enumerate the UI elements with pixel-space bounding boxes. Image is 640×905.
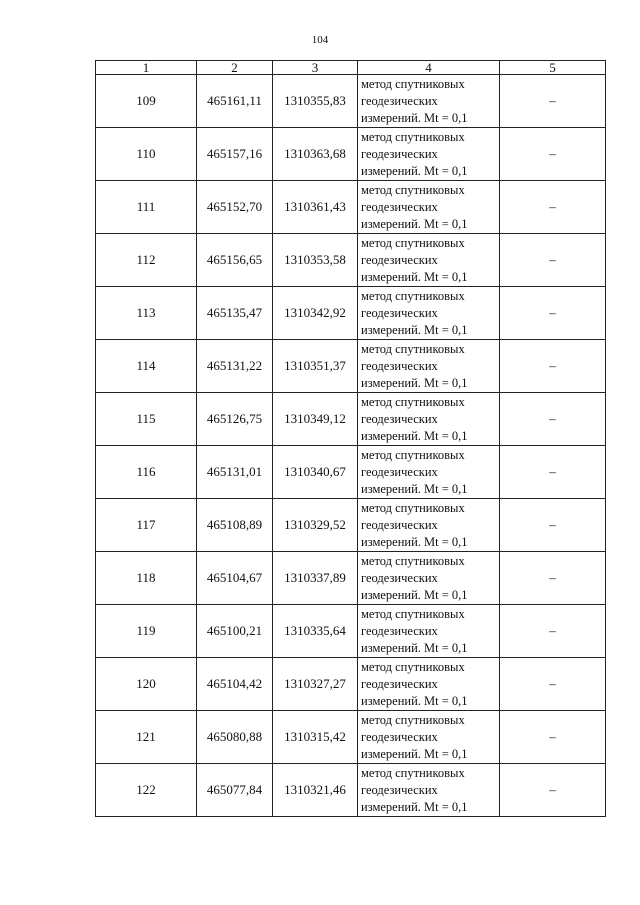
method-cell bbox=[358, 287, 500, 340]
table-row bbox=[96, 658, 606, 711]
note-cell: – bbox=[500, 658, 606, 711]
x-coordinate-cell: 465135,47 bbox=[197, 287, 273, 340]
method-line: геодезических bbox=[361, 623, 438, 638]
x-coordinate-cell: 465161,11 bbox=[197, 75, 273, 128]
method-cell bbox=[358, 446, 500, 499]
x-coordinate-cell: 465104,42 bbox=[197, 658, 273, 711]
method-line: измерений. Mt = 0,1 bbox=[361, 640, 468, 655]
table-row bbox=[96, 446, 606, 499]
y-coordinate-cell: 1310329,52 bbox=[273, 499, 358, 552]
y-coordinate-cell: 1310351,37 bbox=[273, 340, 358, 393]
method-line: метод спутниковых bbox=[361, 288, 465, 303]
y-coordinate-cell: 1310335,64 bbox=[273, 605, 358, 658]
y-coordinate-cell: 1310321,46 bbox=[273, 764, 358, 817]
x-coordinate-cell: 465131,22 bbox=[197, 340, 273, 393]
header-row bbox=[96, 61, 606, 75]
method-line: измерений. Mt = 0,1 bbox=[361, 269, 468, 284]
method-cell bbox=[358, 605, 500, 658]
note-cell: – bbox=[500, 75, 606, 128]
method-line: геодезических bbox=[361, 93, 438, 108]
note-cell: – bbox=[500, 181, 606, 234]
method-line: геодезических bbox=[361, 676, 438, 691]
note-cell: – bbox=[500, 711, 606, 764]
point-number-cell: 114 bbox=[96, 340, 197, 393]
method-line: измерений. Mt = 0,1 bbox=[361, 216, 468, 231]
method-line: геодезических bbox=[361, 199, 438, 214]
y-coordinate-cell: 1310363,68 bbox=[273, 128, 358, 181]
point-number-cell: 119 bbox=[96, 605, 197, 658]
method-line: метод спутниковых bbox=[361, 129, 465, 144]
column-header-3: 3 bbox=[273, 61, 358, 75]
table-row bbox=[96, 75, 606, 128]
method-line: измерений. Mt = 0,1 bbox=[361, 693, 468, 708]
method-line: метод спутниковых bbox=[361, 500, 465, 515]
method-cell bbox=[358, 499, 500, 552]
x-coordinate-cell: 465080,88 bbox=[197, 711, 273, 764]
x-coordinate-cell: 465156,65 bbox=[197, 234, 273, 287]
table-row bbox=[96, 605, 606, 658]
y-coordinate-cell: 1310337,89 bbox=[273, 552, 358, 605]
method-line: метод спутниковых bbox=[361, 765, 465, 780]
y-coordinate-cell: 1310327,27 bbox=[273, 658, 358, 711]
note-cell: – bbox=[500, 605, 606, 658]
table-body bbox=[96, 75, 606, 817]
method-line: геодезических bbox=[361, 782, 438, 797]
table-row bbox=[96, 764, 606, 817]
method-cell bbox=[358, 128, 500, 181]
method-cell bbox=[358, 340, 500, 393]
method-line: геодезических bbox=[361, 517, 438, 532]
table-header bbox=[96, 61, 606, 75]
table-row bbox=[96, 711, 606, 764]
page-number: 104 bbox=[311, 34, 329, 46]
point-number-cell: 118 bbox=[96, 552, 197, 605]
column-header-5: 5 bbox=[500, 61, 606, 75]
x-coordinate-cell: 465100,21 bbox=[197, 605, 273, 658]
note-cell: – bbox=[500, 287, 606, 340]
method-line: геодезических bbox=[361, 570, 438, 585]
table-row bbox=[96, 234, 606, 287]
method-line: измерений. Mt = 0,1 bbox=[361, 375, 468, 390]
table-row bbox=[96, 287, 606, 340]
method-cell bbox=[358, 552, 500, 605]
method-cell bbox=[358, 75, 500, 128]
x-coordinate-cell: 465104,67 bbox=[197, 552, 273, 605]
point-number-cell: 120 bbox=[96, 658, 197, 711]
method-line: метод спутниковых bbox=[361, 659, 465, 674]
method-cell bbox=[358, 658, 500, 711]
note-cell: – bbox=[500, 340, 606, 393]
method-line: геодезических bbox=[361, 411, 438, 426]
point-number-cell: 110 bbox=[96, 128, 197, 181]
x-coordinate-cell: 465131,01 bbox=[197, 446, 273, 499]
note-cell: – bbox=[500, 393, 606, 446]
method-line: измерений. Mt = 0,1 bbox=[361, 481, 468, 496]
table-row bbox=[96, 499, 606, 552]
method-line: метод спутниковых bbox=[361, 447, 465, 462]
note-cell: – bbox=[500, 234, 606, 287]
x-coordinate-cell: 465126,75 bbox=[197, 393, 273, 446]
y-coordinate-cell: 1310340,67 bbox=[273, 446, 358, 499]
note-cell: – bbox=[500, 499, 606, 552]
point-number-cell: 122 bbox=[96, 764, 197, 817]
note-cell: – bbox=[500, 764, 606, 817]
point-number-cell: 113 bbox=[96, 287, 197, 340]
method-line: измерений. Mt = 0,1 bbox=[361, 322, 468, 337]
table-row bbox=[96, 393, 606, 446]
x-coordinate-cell: 465157,16 bbox=[197, 128, 273, 181]
x-coordinate-cell: 465152,70 bbox=[197, 181, 273, 234]
method-line: геодезических bbox=[361, 252, 438, 267]
method-cell bbox=[358, 711, 500, 764]
method-line: метод спутниковых bbox=[361, 394, 465, 409]
method-line: измерений. Mt = 0,1 bbox=[361, 587, 468, 602]
method-cell bbox=[358, 234, 500, 287]
x-coordinate-cell: 465108,89 bbox=[197, 499, 273, 552]
note-cell: – bbox=[500, 552, 606, 605]
point-number-cell: 117 bbox=[96, 499, 197, 552]
method-line: геодезических bbox=[361, 464, 438, 479]
point-number-cell: 115 bbox=[96, 393, 197, 446]
coordinates-table bbox=[95, 60, 606, 817]
point-number-cell: 109 bbox=[96, 75, 197, 128]
note-cell: – bbox=[500, 128, 606, 181]
method-line: метод спутниковых bbox=[361, 182, 465, 197]
point-number-cell: 111 bbox=[96, 181, 197, 234]
method-line: метод спутниковых bbox=[361, 553, 465, 568]
method-line: геодезических bbox=[361, 305, 438, 320]
x-coordinate-cell: 465077,84 bbox=[197, 764, 273, 817]
note-cell: – bbox=[500, 446, 606, 499]
y-coordinate-cell: 1310315,42 bbox=[273, 711, 358, 764]
method-cell bbox=[358, 764, 500, 817]
column-header-1: 1 bbox=[96, 61, 197, 75]
y-coordinate-cell: 1310342,92 bbox=[273, 287, 358, 340]
method-line: геодезических bbox=[361, 358, 438, 373]
method-line: измерений. Mt = 0,1 bbox=[361, 163, 468, 178]
point-number-cell: 121 bbox=[96, 711, 197, 764]
method-line: измерений. Mt = 0,1 bbox=[361, 746, 468, 761]
table-row bbox=[96, 181, 606, 234]
method-line: метод спутниковых bbox=[361, 606, 465, 621]
y-coordinate-cell: 1310349,12 bbox=[273, 393, 358, 446]
method-line: метод спутниковых bbox=[361, 76, 465, 91]
method-line: геодезических bbox=[361, 729, 438, 744]
method-cell bbox=[358, 393, 500, 446]
point-number-cell: 116 bbox=[96, 446, 197, 499]
method-cell bbox=[358, 181, 500, 234]
y-coordinate-cell: 1310355,83 bbox=[273, 75, 358, 128]
table-row bbox=[96, 552, 606, 605]
method-line: измерений. Mt = 0,1 bbox=[361, 428, 468, 443]
method-line: метод спутниковых bbox=[361, 235, 465, 250]
method-line: метод спутниковых bbox=[361, 712, 465, 727]
table-row bbox=[96, 128, 606, 181]
y-coordinate-cell: 1310361,43 bbox=[273, 181, 358, 234]
method-line: измерений. Mt = 0,1 bbox=[361, 534, 468, 549]
method-line: измерений. Mt = 0,1 bbox=[361, 799, 468, 814]
table-row bbox=[96, 340, 606, 393]
column-header-4: 4 bbox=[358, 61, 500, 75]
y-coordinate-cell: 1310353,58 bbox=[273, 234, 358, 287]
point-number-cell: 112 bbox=[96, 234, 197, 287]
method-line: метод спутниковых bbox=[361, 341, 465, 356]
column-header-2: 2 bbox=[197, 61, 273, 75]
method-line: геодезических bbox=[361, 146, 438, 161]
method-line: измерений. Mt = 0,1 bbox=[361, 110, 468, 125]
